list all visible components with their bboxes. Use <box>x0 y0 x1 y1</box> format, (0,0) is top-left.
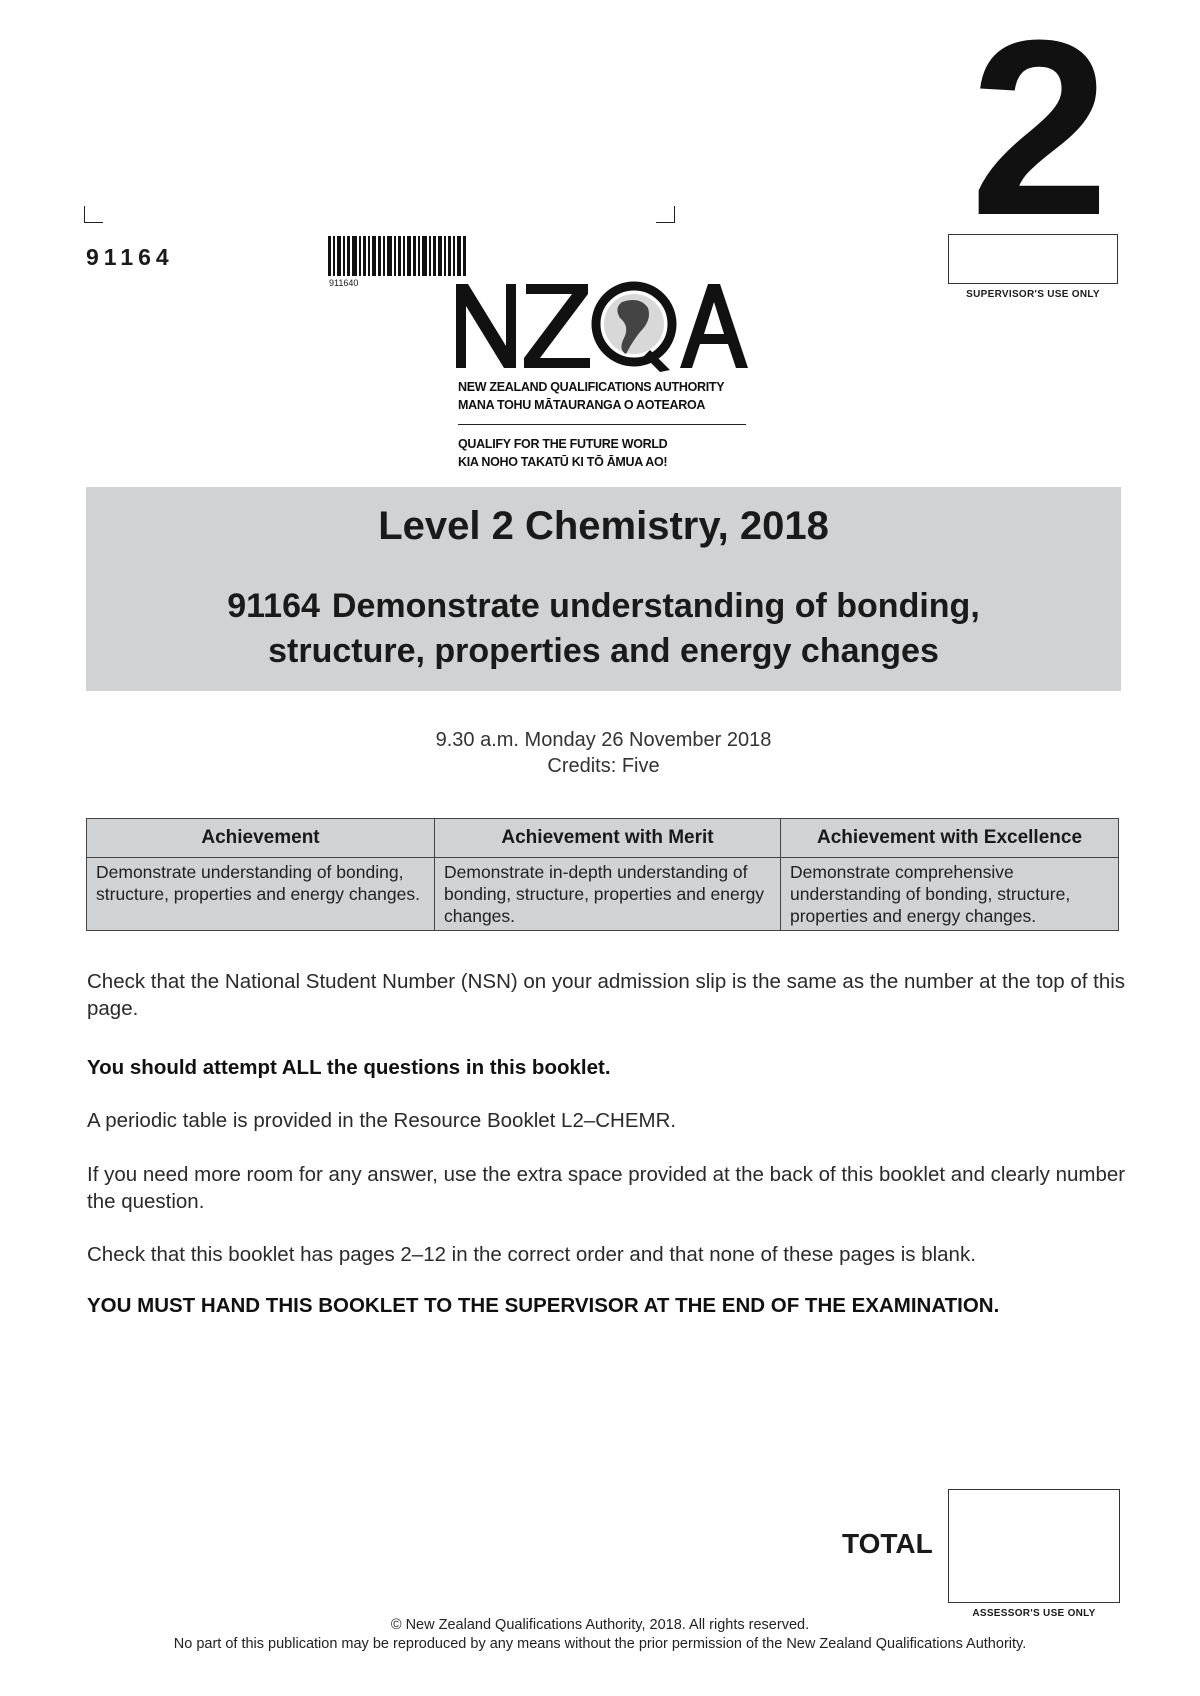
achievement-criteria-table <box>86 818 1119 931</box>
standard-code-header: 91164 <box>86 244 174 270</box>
crop-mark-right <box>656 206 675 223</box>
footer-copyright: © New Zealand Qualifications Authority, 2018. All rights reserved. <box>390 1617 810 1633</box>
header-merit: Achievement with Merit <box>435 819 781 858</box>
instruction-attempt-all: You should attempt ALL the questions in this booklet. <box>87 1056 611 1079</box>
header-excellence: Achievement with Excellence <box>781 819 1119 858</box>
logo-tagline: QUALIFY FOR THE FUTURE WORLD <box>458 437 668 451</box>
standard-title <box>86 584 1121 674</box>
instruction-hand-in: YOU MUST HAND THIS BOOKLET TO THE SUPERVISOR AT THE END OF THE EXAMINATION. <box>87 1294 1000 1317</box>
logo-divider <box>458 424 746 425</box>
standard-title-line-1: Demonstrate understanding of bonding, <box>331 587 980 625</box>
instruction-pages-check: Check that this booklet has pages 2–12 in the correct order and that none of these pages is blank. <box>87 1243 976 1266</box>
logo-tagline-maori: KIA NOHO TAKATŪ KI TŌ ĀMUA AO! <box>458 455 668 469</box>
level-number: 2 <box>970 0 1110 267</box>
instruction-periodic-table: A periodic table is provided in the Resource Booklet L2–CHEMR. <box>87 1109 677 1132</box>
footer-notice: No part of this publication may be reproduced by any means without the prior permission of the New Zealand Qualifications Authority. <box>173 1636 1027 1652</box>
assessor-use-label: ASSESSOR'S USE ONLY <box>972 1608 1096 1619</box>
logo-text-authority: NEW ZEALAND QUALIFICATIONS AUTHORITY <box>458 380 725 394</box>
header-achievement: Achievement <box>87 819 435 858</box>
total-score-box <box>948 1489 1120 1603</box>
barcode-number: 911640 <box>329 278 359 288</box>
description-achievement: Demonstrate understanding of bonding, structure, properties and energy changes. <box>87 858 435 931</box>
barcode <box>328 236 468 276</box>
description-merit: Demonstrate in-depth understanding of bonding, structure, properties and energy changes. <box>435 858 781 931</box>
standard-code: 91164 <box>227 587 320 625</box>
exam-title: Level 2 Chemistry, 2018 <box>378 504 829 548</box>
logo-text-maori: MANA TOHU MĀTAURANGA O AOTEAROA <box>458 398 706 412</box>
standard-title-line-2: structure, properties and energy changes <box>268 632 939 670</box>
instruction-nsn: Check that the National Student Number (NSN) on your admission slip is the same as the number at the top of this page. <box>87 970 1126 1020</box>
supervisor-use-box <box>948 234 1118 284</box>
exam-credits: Credits: Five <box>547 755 660 777</box>
exam-date-time: 9.30 a.m. Monday 26 November 2018 <box>435 729 772 751</box>
supervisor-use-label: SUPERVISOR'S USE ONLY <box>966 289 1100 300</box>
description-excellence: Demonstrate comprehensive understanding of bonding, structure, properties and energy changes. <box>781 858 1119 931</box>
table-row <box>87 858 1119 931</box>
total-label: TOTAL <box>842 1528 933 1559</box>
instruction-extra-space: If you need more room for any answer, use the extra space provided at the back of this booklet and clearly number the question. <box>87 1163 1126 1213</box>
table-header-row <box>87 819 1119 858</box>
crop-mark-left <box>84 206 103 223</box>
nzqa-logo <box>454 280 750 372</box>
